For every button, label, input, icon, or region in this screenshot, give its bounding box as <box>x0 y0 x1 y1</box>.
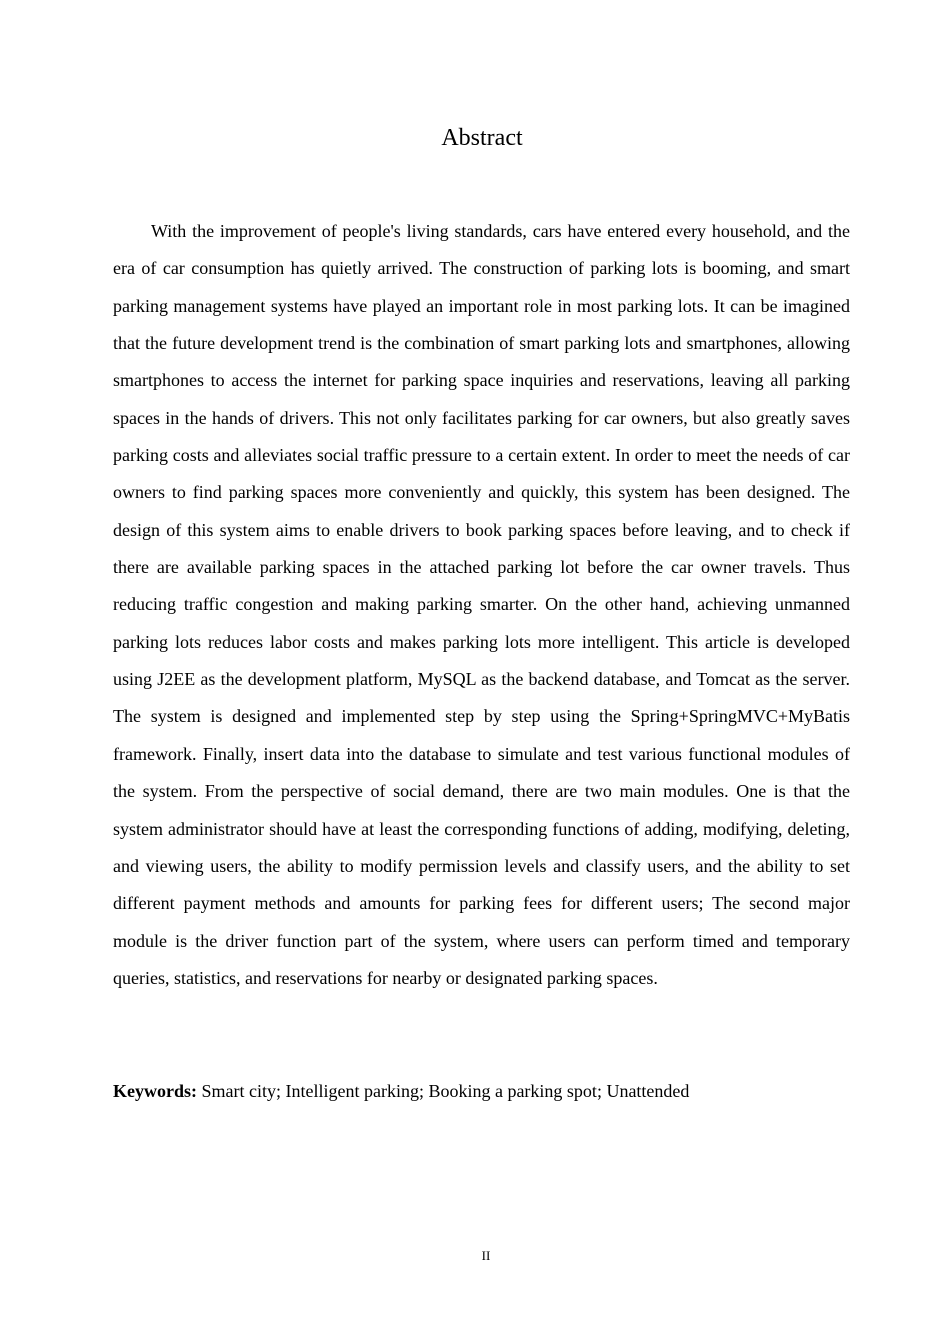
keywords-line <box>113 1077 850 1105</box>
keywords-label: Keywords: <box>113 1081 197 1101</box>
page-number: II <box>481 1248 491 1263</box>
page-title: Abstract <box>441 125 523 151</box>
abstract-paragraph: With the improvement of people's living standards, cars have entered every household, and the era of car consumption has quietly arrived. The construction of parking lots is booming, and smart parking management systems have played an important role in most parking lots. It can be imagined that the future development trend is the combination of smart parking lots and smartphones, allowing smartphones to access the internet for parking space inquiries and reservations, leaving all parking spaces in the hands of drivers. This not only facilitates parking for car owners, but also greatly saves parking costs and alleviates social traffic pressure to a certain extent. In order to meet the needs of car owners to find parking spaces more conveniently and quickly, this system has been designed. The design of this system aims to enable drivers to book parking spaces before leaving, and to check if there are available parking spaces in the attached parking lot before the car owner travels. Thus reducing traffic congestion and making parking smarter. On the other hand, achieving unmanned parking lots reduces labor costs and makes parking lots more intelligent. This article is developed using J2EE as the development platform, MySQL as the backend database, and Tomcat as the server. The system is designed and implemented step by step using the Spring+SpringMVC+MyBatis framework. Finally, insert data into the database to simulate and test various functional modules of the system. From the perspective of social demand, there are two main modules. One is that the system administrator should have at least the corresponding functions of adding, modifying, deleting, and viewing users, the ability to modify permission levels and classify users, and the ability to set different payment methods and amounts for parking fees for different users; The second major module is the driver function part of the system, where users can perform timed and temporary queries, statistics, and reservations for nearby or designated parking spaces. <box>113 221 850 988</box>
keywords-text: Smart city; Intelligent parking; Booking a parking spot; Unattended <box>197 1081 690 1101</box>
